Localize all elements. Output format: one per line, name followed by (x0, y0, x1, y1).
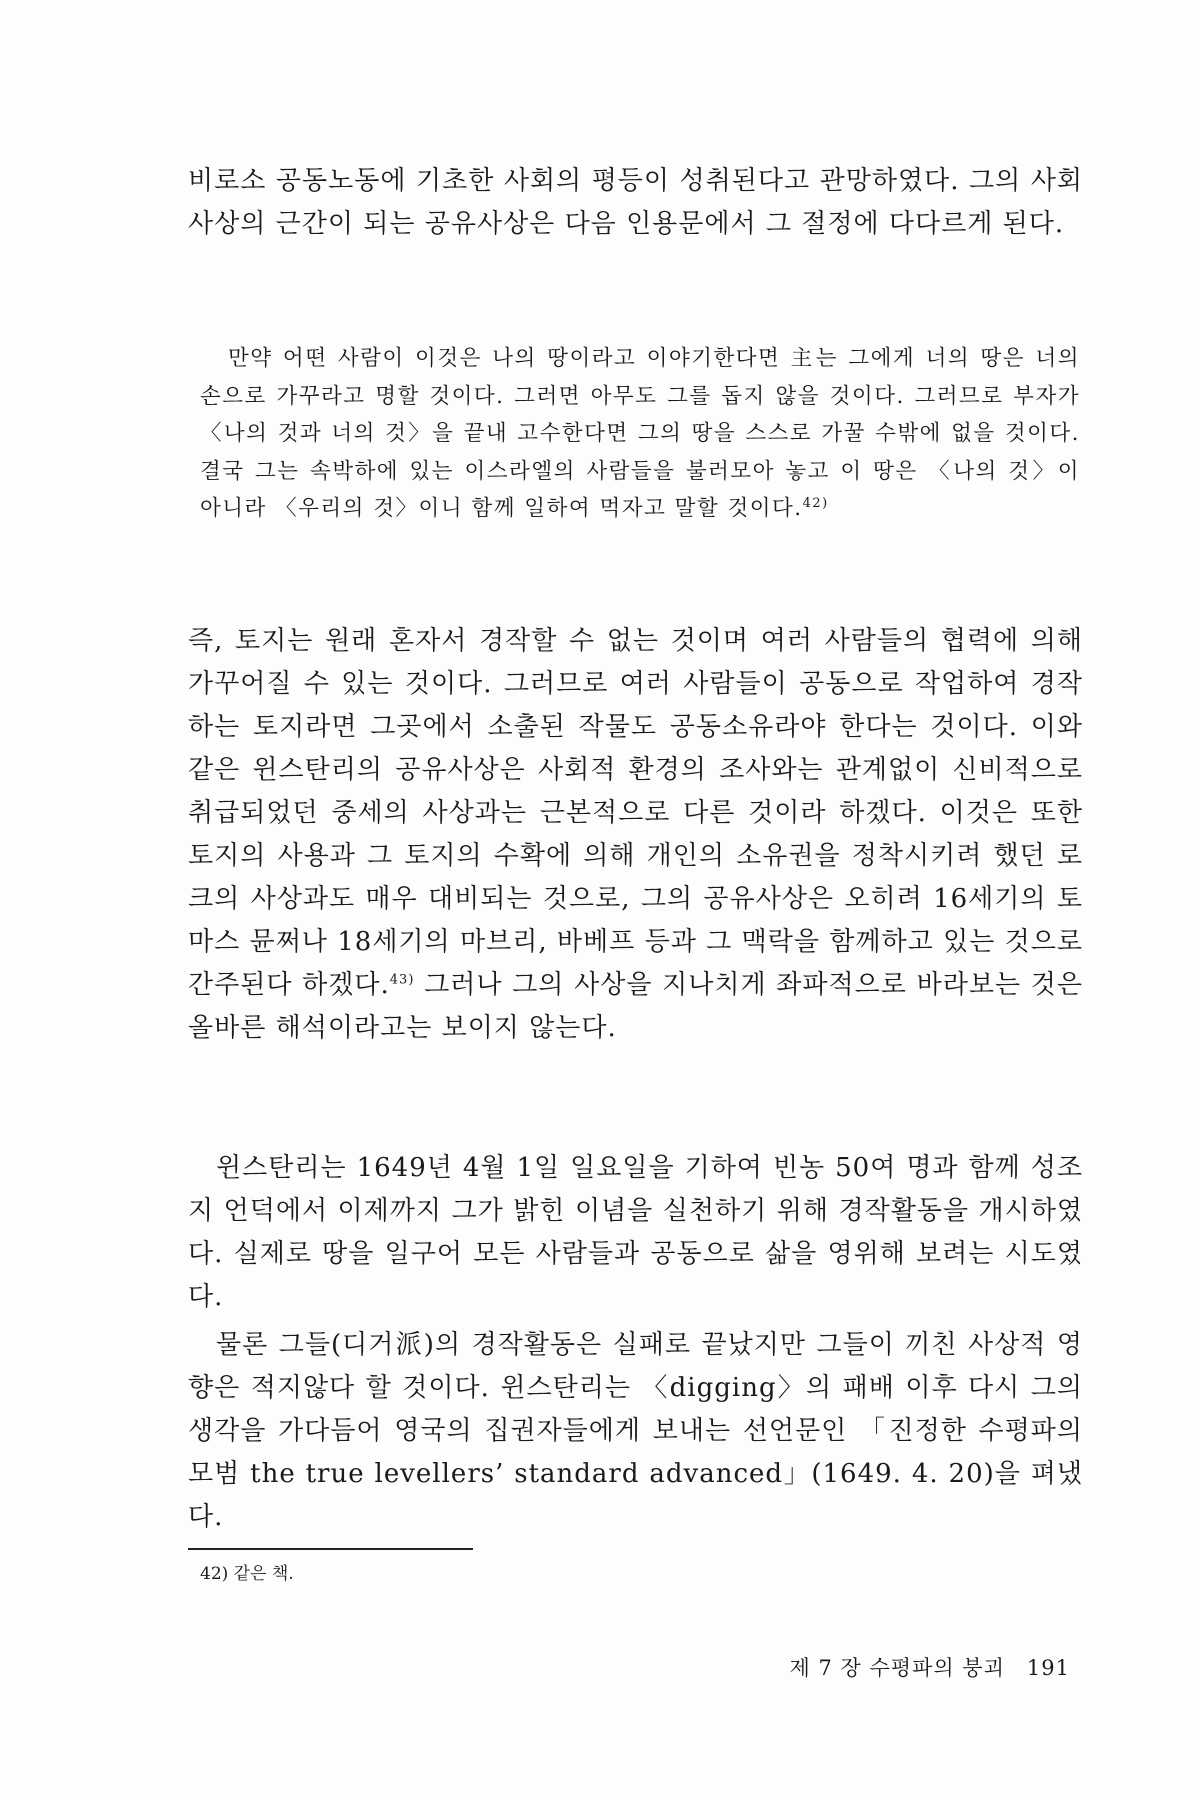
paragraph-3 (188, 1147, 1083, 1319)
paragraph-3-text: 윈스탄리는 1649년 4월 1일 일요일을 기하여 빈농 50여 명과 함께 성조지 언덕에서 이제까지 그가 밝힌 이념을 실천하기 위해 경작활동을 개시하였다. 실제로 땅을 일구어 모든 사람들과 공동으로 삶을 영위해 보려는 시도였다. (188, 1153, 1083, 1312)
paragraph-2 (188, 620, 1083, 1050)
footnote-divider (188, 1548, 473, 1550)
footnote-42: 42) 같은 책. (200, 1564, 294, 1584)
paragraph-2-tail: 그러나 그의 사상을 지나치게 좌파적으로 바라보는 것은 올바른 해석이라고는 보이지 않는다. (188, 970, 1083, 1043)
page-footer (790, 1653, 1070, 1683)
page-number: 191 (1026, 1656, 1070, 1680)
footnote-ref-42: 42) (802, 495, 829, 511)
paragraph-2-text: 즉, 토지는 원래 혼자서 경작할 수 없는 것이며 여러 사람들의 협력에 의해 가꾸어질 수 있는 것이다. 그러므로 여러 사람들이 공동으로 작업하여 경작하는 토지라면 그곳에서 소출된 작물도 공동소유라야 한다는 것이다. 이와 같은 윈스탄리의 공유사상은 사회적 환경의 조사와는 관계없이 신비적으로 취급되었던 중세의 사상과는 근본적으로 다른 것이라 하겠다. 이것은 또한 토지의 사용과 그 토지의 수확에 의해 개인의 소유권을 정착시키려 했던 로크의 사상과도 매우 대비되는 것으로, 그의 공유사상은 오히려 16세기의 토마스 뮨쩌나 18세기의 마브리, 바베프 등과 그 맥락을 함께하고 있는 것으로 간주된다 하겠다. (188, 626, 1083, 1000)
paragraph-1-text: 비로소 공동노동에 기초한 사회의 평등이 성취된다고 관망하였다. 그의 사회사상의 근간이 되는 공유사상은 다음 인용문에서 그 절정에 다다르게 된다. (188, 166, 1083, 239)
footnote-ref-43: 43) (389, 972, 415, 988)
paragraph-4-text: 물론 그들(디거派)의 경작활동은 실패로 끝났지만 그들이 끼친 사상적 영향은 적지않다 할 것이다. 윈스탄리는 〈digging〉의 패배 이후 다시 그의 생각을 가다듬어 영국의 집권자들에게 보내는 선언문인 「진정한 수평파의 모범 the true levellers’ standard advanced」(1649. 4. 20)을 펴냈다. (188, 1330, 1083, 1532)
paragraph-4 (188, 1324, 1083, 1539)
block-quote (200, 340, 1080, 528)
paragraph-1 (188, 160, 1083, 246)
chapter-title: 제 7 장 수평파의 붕괴 (789, 1656, 1005, 1680)
block-quote-text: 만약 어떤 사람이 이것은 나의 땅이라고 이야기한다면 主는 그에게 너의 땅은 너의 손으로 가꾸라고 명할 것이다. 그러면 아무도 그를 돕지 않을 것이다. 그러므로 부자가 〈나의 것과 너의 것〉을 끝내 고수한다면 그의 땅을 스스로 가꿀 수밖에 없을 것이다. 결국 그는 속박하에 있는 이스라엘의 사람들을 불러모아 놓고 이 땅은 〈나의 것〉이 아니라 〈우리의 것〉이니 함께 일하여 먹자고 말할 것이다. (200, 346, 1080, 521)
